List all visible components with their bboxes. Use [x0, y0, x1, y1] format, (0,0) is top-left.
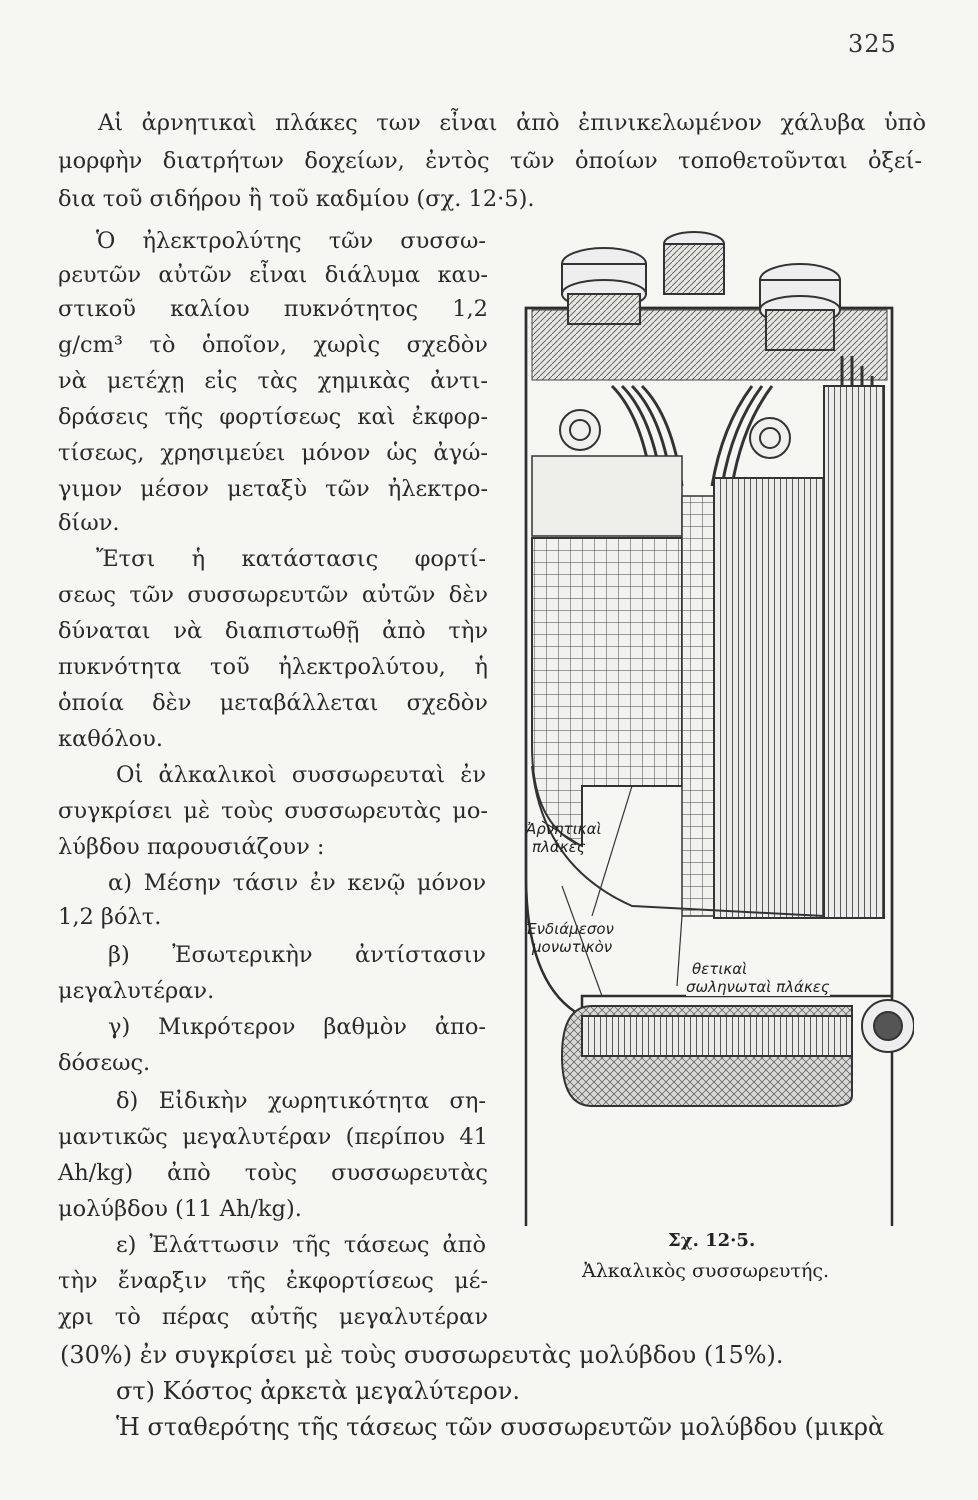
text-line: δύναται νὰ διαπιστωθῇ ἀπὸ τὴν	[58, 618, 488, 644]
label-line: σωληνωταὶ πλάκες	[686, 978, 830, 996]
text-line: πυκνότητα τοῦ ἠλεκτρολύτου, ἡ	[58, 654, 488, 680]
text-line: Αἱ ἀρνητικαὶ πλάκες των εἶναι ἀπὸ ἐπινικελωμένον χάλυβα ὑπὸ	[98, 110, 926, 136]
text-line: γ) Μικρότερον βαθμὸν ἀπο-	[108, 1014, 486, 1040]
text-line: στικοῦ καλίου πυκνότητος 1,2	[58, 296, 488, 322]
text-line: τὴν ἔναρξιν τῆς ἐκφορτίσεως μέ-	[58, 1268, 488, 1294]
text-line: ε) Ἐλάττωσιν τῆς τάσεως ἀπὸ	[116, 1232, 486, 1258]
text-line: συγκρίσει μὲ τοὺς συσσωρευτὰς μο-	[58, 798, 488, 824]
text-line: νὰ μετέχῃ εἰς τὰς χημικὰς ἀντι-	[58, 368, 488, 394]
label-line: Ἀρνητικαὶ	[526, 820, 602, 838]
text-line: δια τοῦ σιδήρου ἢ τοῦ καδμίου (σχ. 12·5).	[58, 186, 535, 212]
figure-caption-title: Ἀλκαλικὸς συσσωρευτής.	[582, 1260, 830, 1282]
text-line: Οἱ ἀλκαλικοὶ συσσωρευταὶ ἐν	[116, 762, 486, 788]
text-line: β) Ἐσωτερικὴν ἀντίστασιν	[108, 942, 486, 968]
text-line: (30%) ἐν συγκρίσει μὲ τοὺς συσσωρευτὰς μολύβδου (15%).	[60, 1341, 784, 1369]
text-line: δόσεως.	[58, 1050, 151, 1076]
text-line: μαντικῶς μεγαλυτέραν (περίπου 41	[58, 1124, 488, 1150]
text-line: δ) Εἰδικὴν χωρητικότητα ση-	[116, 1088, 486, 1114]
label-negative-plates	[526, 820, 602, 856]
text-line: μεγαλυτέραν.	[58, 978, 215, 1004]
text-line: τίσεως, χρησιμεύει μόνον ὡς ἀγώ-	[58, 440, 488, 466]
label-separator	[526, 920, 614, 956]
label-line: θετικαὶ	[692, 960, 748, 978]
label-positive-tubular-plates	[686, 960, 830, 996]
text-line: μορφὴν διατρήτων δοχείων, ἐντὸς τῶν ὁποίων τοποθετοῦνται ὀξεί-	[58, 148, 922, 174]
text-line: g/cm³ τὸ ὁποῖον, χωρὶς σχεδὸν	[58, 332, 488, 358]
text-line: Ah/kg) ἀπὸ τοὺς συσσωρευτὰς	[58, 1160, 488, 1186]
text-line: στ) Κόστος ἀρκετὰ μεγαλύτερον.	[116, 1377, 520, 1405]
label-line: Ἐνδιάμεσον	[526, 920, 614, 938]
text-line: χρι τὸ πέρας αὐτῆς μεγαλυτέραν	[58, 1304, 488, 1330]
text-line: λύβδου παρουσιάζουν :	[58, 834, 325, 860]
text-line: Ἡ σταθερότης τῆς τάσεως τῶν συσσωρευτῶν μολύβδου (μικρὰ	[116, 1413, 885, 1441]
text-line: δράσεις τῆς φορτίσεως καὶ ἐκφορ-	[58, 404, 488, 430]
text-line: δίων.	[58, 510, 120, 536]
battery-illustration	[522, 226, 914, 1226]
label-line: μονωτικὸν	[532, 938, 613, 956]
text-line: Ὁ ἠλεκτρολύτης τῶν συσσω-	[96, 228, 486, 254]
text-line: ὁποία δὲν μεταβάλλεται σχεδὸν	[58, 690, 488, 716]
figure-caption-number: Σχ. 12·5.	[668, 1230, 756, 1251]
tubular-plate	[562, 1006, 852, 1106]
text-line: Ἔτσι ἡ κατάστασις φορτί-	[96, 546, 486, 572]
text-line: 1,2 βόλτ.	[58, 904, 162, 930]
text-line: γιμον μέσον μεταξὺ τῶν ἠλεκτρο-	[58, 476, 488, 502]
battery-figure	[522, 226, 914, 1226]
text-line: α) Μέσην τάσιν ἐν κενῷ μόνον	[108, 870, 486, 896]
text-line: ρευτῶν αὐτῶν εἶναι διάλυμα καυ-	[58, 262, 488, 288]
text-line: σεως τῶν συσσωρευτῶν αὐτῶν δὲν	[58, 582, 488, 608]
label-line: πλάκες	[532, 838, 586, 856]
text-line: μολύβδου (11 Ah/kg).	[58, 1196, 302, 1222]
text-line: καθόλου.	[58, 726, 163, 752]
page-number: 325	[848, 30, 897, 58]
